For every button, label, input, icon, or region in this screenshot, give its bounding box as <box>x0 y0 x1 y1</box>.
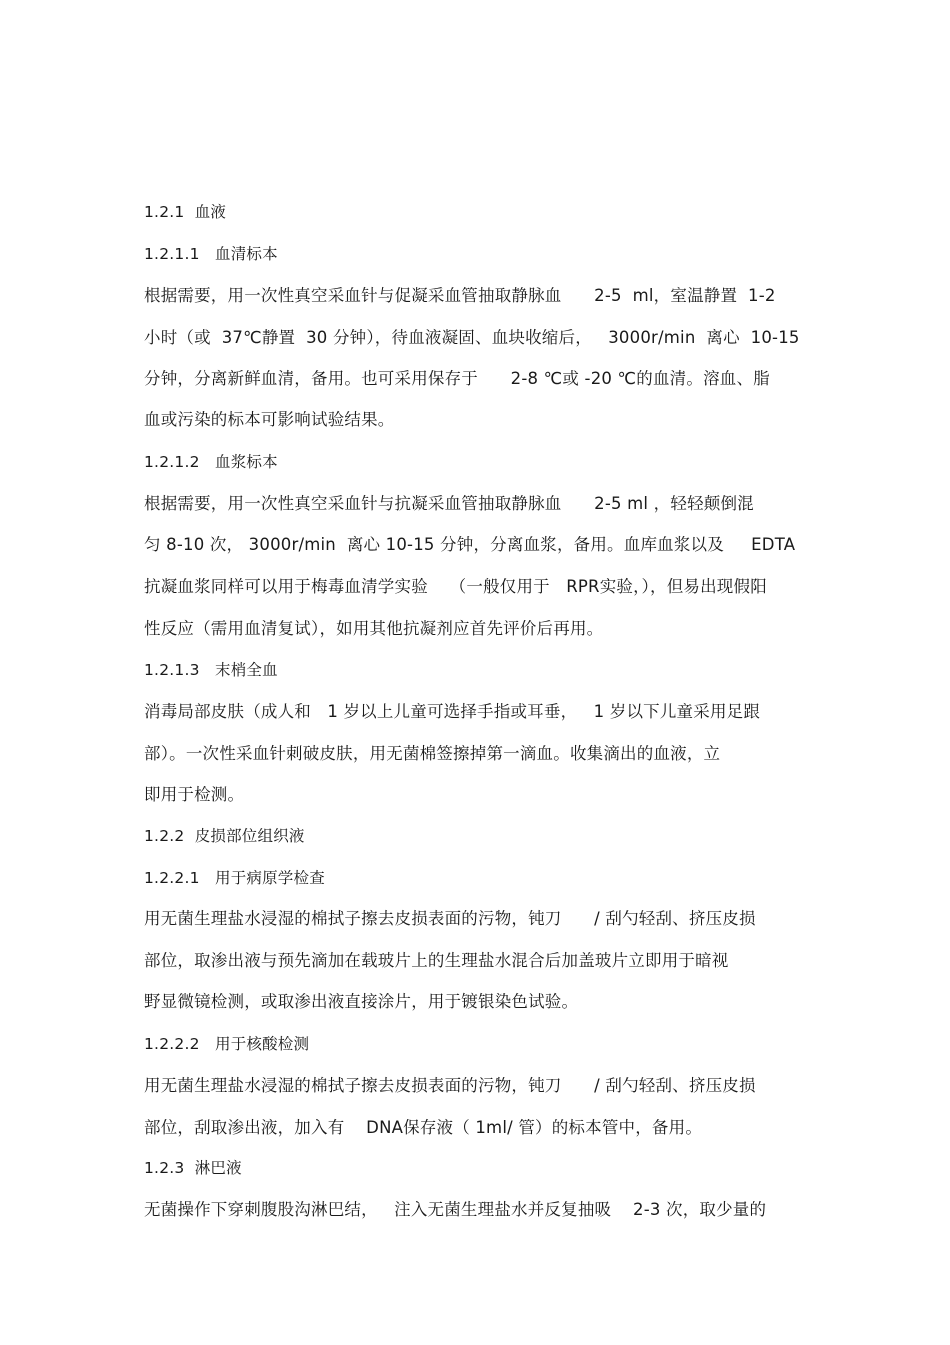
paragraph-line: 抗凝血浆同样可以用于梅毒血清学实验 （一般仅用于 RPR实验，），但易出现假阳 <box>144 577 767 596</box>
paragraph-line: 小时（或 37℃静置 30 分钟），待血液凝固、血块收缩后， 3000r/min 离心 10-15 <box>144 328 800 347</box>
paragraph-line: 无菌操作下穿刺腹股沟淋巴结， 注入无菌生理盐水并反复抽吸 2-3 次，取少量的 <box>144 1200 767 1219</box>
section-heading: 1.2.2.1 用于病原学检查 <box>144 869 325 887</box>
paragraph-line: 血或污染的标本可影响试验结果。 <box>144 410 395 429</box>
paragraph-line: 即用于检测。 <box>144 785 245 804</box>
paragraph-line: 匀 8-10 次， 3000r/min 离心 10-15 分钟，分离血浆，备用。血库血浆以及 EDTA <box>144 535 796 554</box>
paragraph-line: 消毒局部皮肤（成人和 1 岁以上儿童可选择手指或耳垂， 1 岁以下儿童采用足跟 <box>144 702 761 721</box>
paragraph-line: 根据需要，用一次性真空采血针与抗凝采血管抽取静脉血 2-5 ml ，轻轻颠倒混 <box>144 494 754 513</box>
section-heading: 1.2.2.2 用于核酸检测 <box>144 1035 310 1053</box>
section-heading: 1.2.1.3 末梢全血 <box>144 661 278 679</box>
section-heading: 1.2.1.2 血浆标本 <box>144 453 278 471</box>
paragraph-line: 根据需要，用一次性真空采血针与促凝采血管抽取静脉血 2-5 ml，室温静置 1-2 <box>144 286 776 305</box>
section-heading: 1.2.3 淋巴液 <box>144 1159 242 1177</box>
paragraph-line: 部位，取渗出液与预先滴加在载玻片上的生理盐水混合后加盖玻片立即用于暗视 <box>144 951 729 970</box>
paragraph-line: 部）。一次性采血针刺破皮肤，用无菌棉签擦掉第一滴血。收集滴出的血液，立 <box>144 744 721 763</box>
section-heading: 1.2.1.1 血清标本 <box>144 245 278 263</box>
paragraph-line: 野显微镜检测，或取渗出液直接涂片，用于镀银染色试验。 <box>144 992 579 1011</box>
paragraph-line: 用无菌生理盐水浸湿的棉拭子擦去皮损表面的污物，钝刀 / 刮勺轻刮、挤压皮损 <box>144 909 756 928</box>
paragraph-line: 部位，刮取渗出液，加入有 DNA保存液（ 1ml/ 管）的标本管中，备用。 <box>144 1118 703 1137</box>
paragraph-line: 用无菌生理盐水浸湿的棉拭子擦去皮损表面的污物，钝刀 / 刮勺轻刮、挤压皮损 <box>144 1076 756 1095</box>
section-heading: 1.2.2 皮损部位组织液 <box>144 827 305 845</box>
section-heading: 1.2.1 血液 <box>144 203 227 221</box>
paragraph-line: 分钟，分离新鲜血清，备用。也可采用保存于 2-8 ℃或 -20 ℃的血清。溶血、脂 <box>144 369 770 388</box>
paragraph-line: 性反应（需用血清复试），如用其他抗凝剂应首先评价后再用。 <box>144 619 604 638</box>
